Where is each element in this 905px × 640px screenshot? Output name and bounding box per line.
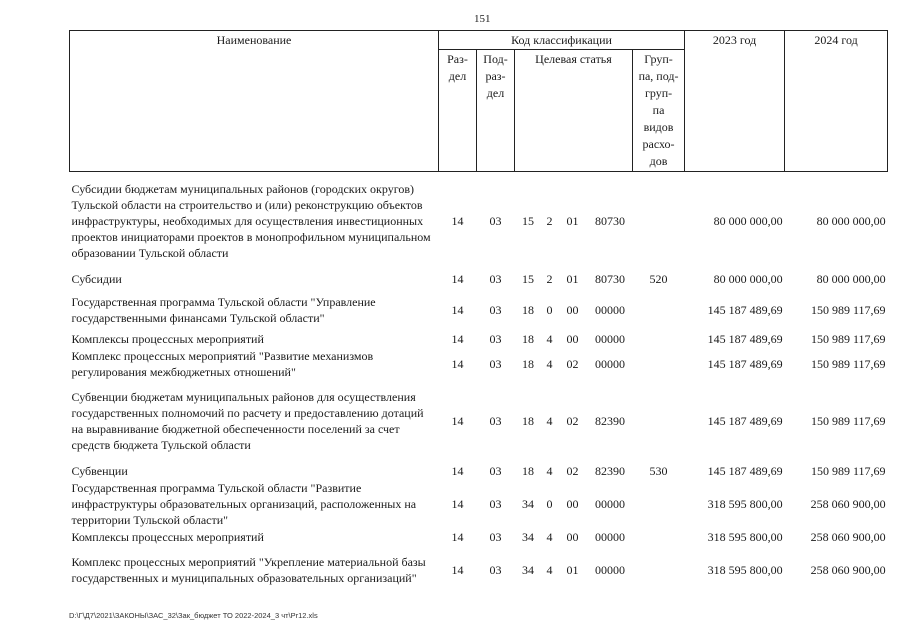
cell-razdel: 14 [451, 562, 464, 577]
cell-vr [633, 528, 685, 546]
cell-podrazdel: 03 [489, 302, 502, 317]
cell-vr [633, 172, 685, 269]
cell-vr [633, 380, 685, 462]
cell-y2024: 80 000 000,00 [816, 272, 886, 286]
cell-vr: 520 [649, 272, 668, 286]
header-subsection: Под- раз- дел [477, 50, 515, 172]
cell-y2023: 145 187 489,69 [707, 302, 783, 317]
cell-cs4: 00000 [595, 529, 625, 544]
cell-cs4: 00000 [595, 356, 625, 371]
cell-name: Субвенции бюджетам муниципальных районов для осуществления государственных полномочий по расчету и предоставлению дотаций на выравнивание бюджетной обеспеченности поселений за счет средств бюджета Тульской области [71, 389, 424, 452]
cell-razdel: 14 [451, 413, 464, 428]
cell-podrazdel: 03 [489, 356, 502, 371]
cell-vr [633, 348, 685, 380]
cell-cs2: 2 [546, 272, 553, 286]
cell-cs1: 15 [522, 272, 534, 286]
cell-name: Государственная программа Тульской области "Управление государственными финансами Тульской области" [71, 294, 376, 325]
cell-cs4: 82390 [595, 413, 625, 428]
cell-y2023: 145 187 489,69 [707, 331, 783, 346]
table-row [70, 528, 888, 546]
cell-cs1: 34 [522, 562, 534, 577]
file-path-footer: D:\Г\Д7\2021\ЗАКОНЫ\ЗАС_32\Зак_бюджет ТО 2022-2024_3 чт\Pr12.xls [69, 611, 318, 620]
table-body [70, 172, 888, 594]
cell-name: Субсидии [71, 272, 122, 286]
cell-y2023: 318 595 800,00 [707, 496, 783, 511]
cell-y2024: 150 989 117,69 [811, 413, 886, 428]
cell-razdel: 14 [451, 302, 464, 317]
header-year-2024: 2024 год [785, 31, 888, 172]
cell-name: Государственная программа Тульской области "Развитие инфраструктуры образовательных организаций, расположенных на территории Тульской области" [71, 480, 417, 527]
cell-cs2: 4 [546, 356, 553, 371]
cell-razdel: 14 [451, 496, 464, 511]
cell-razdel: 14 [451, 272, 464, 286]
cell-y2023: 80 000 000,00 [713, 213, 783, 228]
cell-cs4: 82390 [595, 463, 625, 478]
cell-podrazdel: 03 [489, 463, 502, 478]
table-row [70, 462, 888, 480]
cell-razdel: 14 [451, 356, 464, 371]
cell-podrazdel: 03 [489, 213, 502, 228]
cell-y2024: 150 989 117,69 [811, 331, 886, 346]
header-name: Наименование [70, 31, 439, 172]
cell-cs1: 18 [522, 413, 534, 428]
cell-y2024: 150 989 117,69 [811, 356, 886, 371]
cell-cs2: 4 [546, 413, 553, 428]
cell-cs2: 4 [546, 331, 553, 346]
cell-cs3: 01 [566, 213, 579, 228]
cell-cs1: 34 [522, 529, 534, 544]
cell-cs4: 80730 [595, 213, 625, 228]
cell-cs3: 01 [566, 562, 579, 577]
table-row [70, 546, 888, 594]
cell-cs3: 02 [566, 356, 579, 371]
cell-y2023: 145 187 489,69 [707, 463, 783, 478]
cell-cs2: 4 [546, 463, 553, 478]
cell-cs1: 18 [522, 463, 534, 478]
cell-y2024: 258 060 900,00 [810, 496, 886, 511]
cell-cs2: 0 [546, 496, 553, 511]
cell-podrazdel: 03 [489, 529, 502, 544]
cell-razdel: 14 [451, 213, 464, 228]
cell-cs4: 00000 [595, 562, 625, 577]
cell-podrazdel: 03 [489, 413, 502, 428]
cell-podrazdel: 03 [489, 496, 502, 511]
cell-name: Субсидии бюджетам муниципальных районов (городских округов) Тульской области на строительство и (или) реконструкцию объектов инфраструктуры, необходимых для осуществления инвестиционных проектов инициаторами проектов в монопрофильном муниципальном образовании Тульской области [71, 181, 431, 260]
cell-podrazdel: 03 [489, 272, 502, 286]
table-row [70, 172, 888, 269]
cell-y2024: 80 000 000,00 [816, 213, 886, 228]
cell-cs4: 00000 [595, 331, 625, 346]
cell-cs1: 18 [522, 302, 534, 317]
header-expense-group: Груп- па, под- груп- па видов расхо- дов [633, 50, 685, 172]
cell-cs3: 02 [566, 413, 579, 428]
cell-name: Комплексы процессных мероприятий [71, 331, 264, 346]
cell-cs1: 15 [522, 213, 534, 228]
table-row [70, 380, 888, 462]
cell-y2023: 145 187 489,69 [707, 413, 783, 428]
cell-vr: 530 [649, 463, 668, 478]
header-target-item: Целевая статья [515, 50, 633, 172]
header-section: Раз- дел [439, 50, 477, 172]
cell-cs3: 00 [566, 331, 579, 346]
header-row-1 [70, 31, 888, 50]
cell-vr [633, 480, 685, 528]
table-row [70, 330, 888, 348]
cell-y2024: 150 989 117,69 [811, 302, 886, 317]
cell-cs4: 00000 [595, 496, 625, 511]
table-row [70, 348, 888, 380]
cell-cs3: 00 [566, 496, 579, 511]
cell-razdel: 14 [451, 331, 464, 346]
cell-y2024: 258 060 900,00 [810, 529, 886, 544]
cell-name: Комплекс процессных мероприятий "Развитие механизмов регулирования межбюджетных отношений" [71, 348, 374, 379]
cell-cs3: 01 [566, 272, 579, 286]
cell-y2023: 80 000 000,00 [713, 272, 783, 286]
cell-cs3: 00 [566, 302, 579, 317]
cell-cs1: 34 [522, 496, 534, 511]
cell-vr [633, 546, 685, 594]
cell-cs1: 18 [522, 331, 534, 346]
cell-vr [633, 290, 685, 330]
cell-y2023: 145 187 489,69 [707, 356, 783, 371]
cell-y2023: 318 595 800,00 [707, 529, 783, 544]
cell-cs4: 80730 [595, 272, 625, 286]
cell-podrazdel: 03 [489, 562, 502, 577]
cell-y2024: 258 060 900,00 [810, 562, 886, 577]
header-classification: Код классификации [439, 31, 685, 50]
cell-cs3: 02 [566, 463, 579, 478]
header-year-2023: 2023 год [685, 31, 785, 172]
table-row [70, 269, 888, 290]
cell-y2024: 150 989 117,69 [811, 463, 886, 478]
cell-name: Комплекс процессных мероприятий "Укрепление материальной базы государственных и муниципальных образовательных организаций" [71, 554, 426, 585]
cell-razdel: 14 [451, 463, 464, 478]
cell-name: Комплексы процессных мероприятий [71, 529, 264, 544]
cell-cs3: 00 [566, 529, 579, 544]
cell-cs2: 4 [546, 529, 553, 544]
cell-razdel: 14 [451, 529, 464, 544]
cell-y2023: 318 595 800,00 [707, 562, 783, 577]
cell-cs1: 18 [522, 356, 534, 371]
cell-cs4: 00000 [595, 302, 625, 317]
table-row [70, 290, 888, 330]
cell-cs2: 2 [546, 213, 553, 228]
table-row [70, 480, 888, 528]
cell-cs2: 4 [546, 562, 553, 577]
cell-vr [633, 330, 685, 348]
page-number: 151 [474, 13, 491, 25]
budget-table [69, 30, 888, 594]
cell-cs2: 0 [546, 302, 553, 317]
cell-name: Субвенции [71, 463, 128, 478]
cell-podrazdel: 03 [489, 331, 502, 346]
